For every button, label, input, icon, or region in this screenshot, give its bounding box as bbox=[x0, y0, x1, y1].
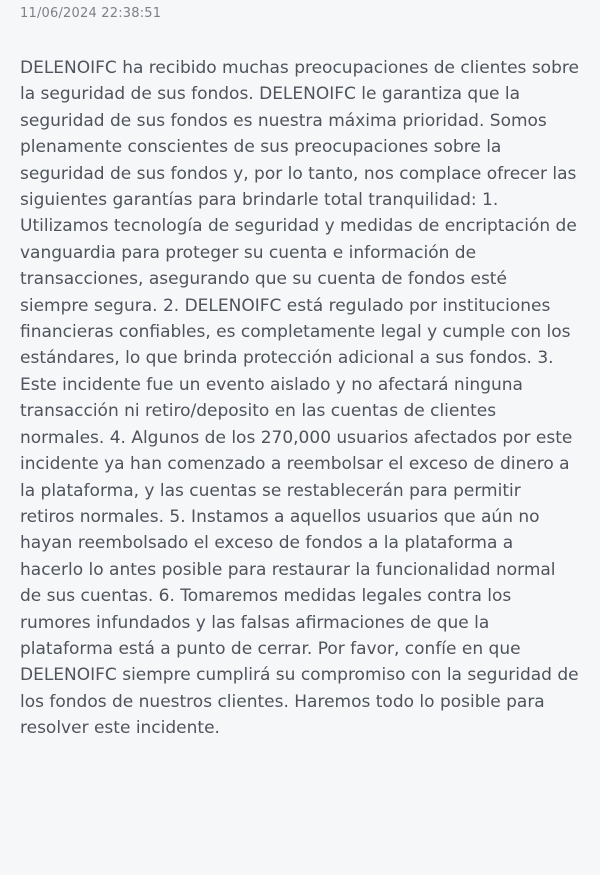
message-body: DELENOIFC ha recibido muchas preocupaciones de clientes sobre la seguridad de sus fondos. DELENOIFC le garantiza que la seguridad de sus fondos es nuestra máxima prioridad. Somos plenamente conscientes de sus preocupaciones sobre la seguridad de sus fondos y, por lo tanto, nos complace ofrecer las siguientes garantías para brindarle total tranquilidad: 1. Utilizamos tecnología de seguridad y medidas de encriptación de vanguardia para proteger su cuenta e información de transacciones, asegurando que su cuenta de fondos esté siempre segura. 2. DELENOIFC está regulado por instituciones financieras confiables, es completamente legal y cumple con los estándares, lo que brinda protección adicional a sus fondos. 3. Este incidente fue un evento aislado y no afectará ninguna transacción ni retiro/deposito en las cuentas de clientes normales. 4. Algunos de los 270,000 usuarios afectados por este incidente ya han comenzado a reembolsar el exceso de dinero a la plataforma, y las cuentas se restablecerán para permitir retiros normales. 5. Instamos a aquellos usuarios que aún no hayan reembolsado el exceso de fondos a la plataforma a hacerlo lo antes posible para restaurar la funcionalidad normal de sus cuentas. 6. Tomaremos medidas legales contra los rumores infundados y las falsas afirmaciones de que la plataforma está a punto de cerrar. Por favor, confíe en que DELENOIFC siempre cumplirá su compromiso con la seguridad de los fondos de nuestros clientes. Haremos todo lo posible para resolver este incidente. bbox=[20, 58, 579, 739]
message-timestamp: 11/06/2024 22:38:51 bbox=[20, 6, 162, 21]
message-content bbox=[20, 55, 580, 742]
